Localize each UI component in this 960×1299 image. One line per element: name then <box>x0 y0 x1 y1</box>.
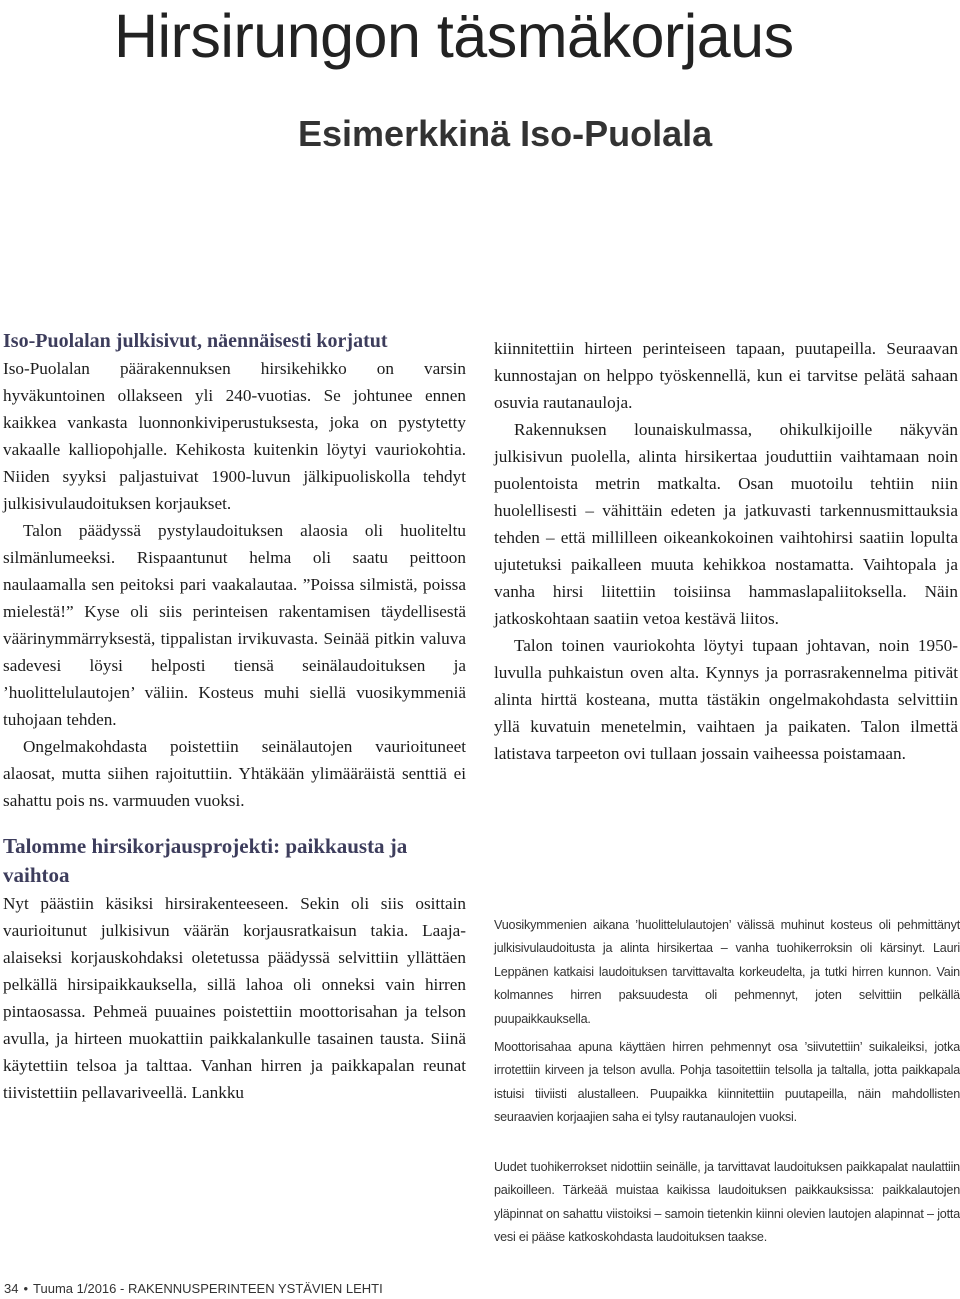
publication-name: - RAKENNUSPERINTEEN YSTÄVIEN LEHTI <box>120 1281 383 1296</box>
photo-caption-3: Uudet tuohikerrokset nidottiin seinälle, ja tarvittavat laudoituksen paikkapalat naulattiin paikoilleen. Tärkeää muistaa kaikissa laudoituksen paikkauksissa: paikkalautojen yläpinnat on sahattu viistoiksi – samoin tietenkin kiinni olevien lautojen alapinnat – jotta vesi ei pääse katkoskohdasta laudoituksen taakse. <box>494 1160 960 1245</box>
body-paragraph: Talon toinen vauriokohta löytyi tupaan johtavan, noin 1950-luvulla puhkaistun oven alta. Kynnys ja porrasrakennelma pitivät alinta hirttä kosteana, mutta tästäkin ongelmakohdasta selvittiin yllä kuvatuin menetelmin, vaihtaen ja paikaten. Talon ilmettä latistava tarpeeton ovi tullaan jossain vaiheessa poistamaan. <box>494 636 958 763</box>
page-title: Hirsirungon täsmäkorjaus <box>114 2 794 70</box>
section-heading-facades: Iso-Puolalan julkisivut, näennäisesti korjatut <box>3 330 388 352</box>
footer-separator: • <box>23 1281 29 1296</box>
body-paragraph: Nyt päästiin käsiksi hirsirakenteeseen. Sekin oli siis osittain vaurioitunut julkisivun väärän korjausratkaisun takia. Laaja-alaiseksi korjauskohdaksi oletetussa päädyssä selvittiin yllättäen pelkällä hirsipaikkauksella, sillä lahoa oli onneksi vain hirren pintaosassa. Pehmeä puuaines poistettiin moottorisahan ja telson avulla, ja hirteen muokattiin paikkalankulle tasainen tausta. Siinä käytettiin telsoa ja talttaa. Vanhan hirren ja paikkapalan reunat tiivistettiin pellavariveellä. Lankku <box>3 894 466 1102</box>
body-paragraph: kiinnitettiin hirteen perinteiseen tapaan, puutapeilla. Seuraavan kunnostajan on helppo työskennellä, kun ei tarvitse pelätä sahaan osuvia rautanauloja. <box>494 339 958 412</box>
body-paragraph: Iso-Puolalan päärakennuksen hirsikehikko on varsin hyväkuntoinen ollakseen yli 240-vuotias. Se johtunee ennen kaikkea vankasta luonnonkiviperustuksesta, joka on pystytetty vakaalle kalliopohjalle. Kehikosta kuitenkin löytyi vauriokohtia. Niiden syyksi paljastuivat 1900-luvun jälkipuoliskolla tehdyt julkisivulaudoituksen korjaukset. <box>3 359 466 513</box>
left-column <box>3 328 466 1106</box>
page-subtitle: Esimerkkinä Iso-Puolala <box>298 113 713 154</box>
page-number: 34 <box>4 1281 19 1296</box>
body-paragraph: Ongelmakohdasta poistettiin seinälautojen vaurioituneet alaosat, mutta siihen rajoituttiin. Yhtäkään ylimääräistä senttiä ei sahattu pois ns. varmuuden vuoksi. <box>3 737 466 810</box>
photo-caption-2: Moottorisahaa apuna käyttäen hirren pehmennyt osa ’siivutettiin’ suikaleiksi, jotka irrotettiin kirveen ja telson avulla. Pohja tasoitettiin telsolla ja taltalla, jotta paikkapala istuisi tiiviisti alustalleen. Puupaikka kiinnitettiin puutapeilla, näin mahdollisten seuraavien korjaajien saha ei tylsy rautanaulojen vuoksi. <box>494 1040 960 1125</box>
section-heading-project: Talomme hirsikorjausprojekti: paikkausta ja vaihtoa <box>3 834 408 887</box>
photo-caption-1: Vuosikymmenien aikana ’huolittelulautojen’ välissä muhinut kosteus oli pehmittänyt julkisivulaudoitusta ja alinta hirsikertaa – vanha tuohikerroksin oli kärsinyt. Lauri Leppänen katkaisi laudoituksen tarvittavalta korkeudelta, ja tutki hirren kunnon. Vain kolmannes hirren paksuudesta oli pehmennyt, joten selvittiin pelkällä puupaikkauksella. <box>494 918 960 1026</box>
issue-label: Tuuma 1/2016 <box>33 1281 117 1296</box>
body-paragraph: Talon päädyssä pystylaudoituksen alaosia oli huoliteltu silmänlumeeksi. Rispaantunut helma oli saatu peittoon naulaamalla sen peitoksi pari vaakalautaa. ”Poissa silmistä, poissa mielestä!” Kyse oli siis perinteisen rakentamisen täydellisestä väärinymmärryksestä, tippalistan irvikuvasta. Seinää pitkin valuva sadevesi löysi helposti tiensä seinälaudoituksen ja ’huolittelulautojen’ väliin. Kosteus muhi siellä vuosikymmeniä tuhojaan tehden. <box>3 521 466 729</box>
page-footer <box>4 1280 804 1298</box>
body-paragraph: Rakennuksen lounaiskulmassa, ohikulkijoille näkyvän julkisivun puolella, alinta hirsikertaa jouduttiin vaihtamaan noin puolentoista metrin matkalta. Osan muotoilu tehtiin niin huolellisesti – vähittäin edeten ja jatkuvasti tarkennusmittauksia tehden – että millilleen oikeankokoinen vaihtohirsi saatiin lopulta ujutetuksi paikalleen muuta kehikkoa nostamatta. Vaihtopala ja vanha hirsi liitettiin toisiinsa hammaslapaliitoksella. Näin jatkoskohtaan saatiin vetoa kestävä liitos. <box>494 420 958 628</box>
right-column <box>494 335 958 767</box>
